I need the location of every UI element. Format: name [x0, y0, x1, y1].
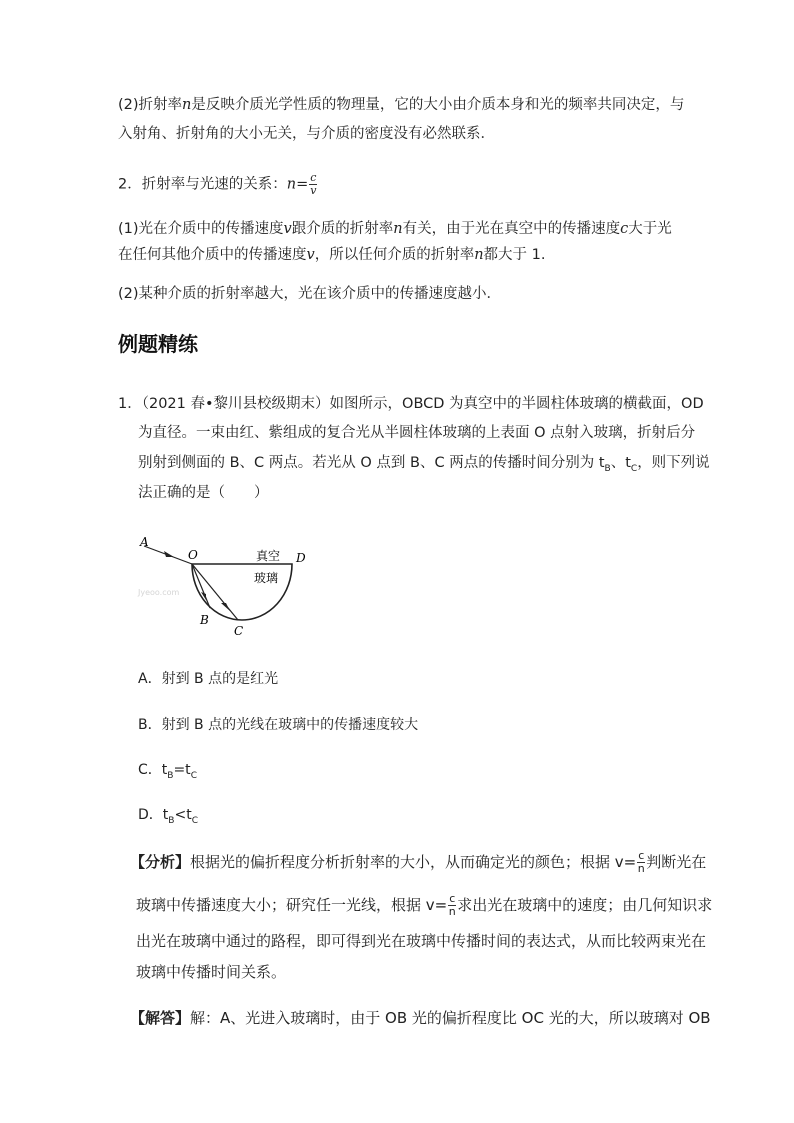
question-line3: [138, 453, 710, 479]
analysis-line4: 玻璃中传播时间关系。: [136, 963, 287, 981]
option-b[interactable]: B．射到 B 点的光线在玻璃中的传播速度较大: [138, 717, 419, 733]
var-v: v: [306, 247, 315, 263]
text: 都大于 1.: [483, 247, 546, 263]
text: 根据光的偏折程度分析折射率的大小，从而确定光的颜色；根据 v=: [190, 853, 637, 871]
option-a[interactable]: A．射到 B 点的是红光: [138, 671, 279, 687]
frac-den: n: [637, 862, 645, 875]
var-n: n: [393, 221, 403, 237]
var-v: v: [283, 221, 292, 237]
question-line2: 为直径。一束由红、紫组成的复合光从半圆柱体玻璃的上表面 O 点射入玻璃，折射后分: [138, 425, 696, 441]
analysis-tag: 【分析】: [130, 853, 191, 871]
para-speed-line2: [118, 245, 546, 265]
text: 是反映介质光学性质的物理量，它的大小由介质本身和光的频率共同决定，与: [191, 97, 685, 113]
text: ，所以任何介质的折射率: [314, 247, 475, 263]
text: (2)折射率: [118, 97, 183, 113]
watermark: Jyeoo.com: [138, 588, 180, 597]
text: 跟介质的折射率: [291, 221, 394, 237]
para-refractive-index-line2: 入射角、折射角的大小无关，与介质的密度没有必然联系．: [118, 126, 495, 142]
label-a: A: [140, 535, 149, 549]
fraction-c-over-n: [448, 893, 456, 918]
answer-tag: 【解答】: [130, 1009, 191, 1027]
text: =t: [173, 762, 191, 778]
text: <t: [174, 807, 192, 823]
text: 2．折射率与光速的关系：: [118, 176, 287, 193]
text: 求出光在玻璃中的速度；由几何知识求: [457, 896, 713, 914]
text: 玻璃中传播速度大小；研究任一光线，根据 v=: [136, 896, 448, 914]
question-line1: 1．（2021 春•黎川县校级期末）如图所示，OBCD 为真空中的半圆柱体玻璃的横截面，OD: [118, 396, 704, 412]
subscript: C: [190, 770, 197, 781]
analysis-line1: [130, 850, 706, 875]
analysis-line3: 出光在玻璃中通过的路程，即可得到光在玻璃中传播时间的表达式，从而比较两束光在: [136, 932, 707, 950]
frac-den: n: [448, 905, 456, 918]
text: 判断光在: [646, 853, 707, 871]
option-d[interactable]: [138, 805, 198, 831]
formula-lhs: n=: [286, 176, 309, 193]
semicircle-glass-figure: [130, 530, 320, 645]
subscript: B: [604, 463, 611, 474]
text: 别射到侧面的 B、C 两点。若光从 O 点到 B、C 两点的传播时间分别为 t: [138, 455, 605, 471]
var-c: c: [620, 221, 629, 237]
fraction-c-over-v: [309, 172, 317, 197]
subscript: B: [167, 770, 174, 781]
text: 大于光: [628, 221, 672, 237]
text: (1)光在介质中的传播速度: [118, 221, 284, 237]
analysis-line2: [136, 893, 712, 918]
para-speed-line1: [118, 219, 672, 239]
text: C．t: [138, 762, 168, 778]
fraction-c-over-n: [637, 850, 645, 875]
var-n: n: [474, 247, 484, 263]
frac-num: c: [449, 892, 456, 905]
var-n: n: [182, 97, 192, 113]
subscript: C: [191, 815, 198, 826]
label-glass: 玻璃: [254, 571, 279, 585]
arrow-oc: [221, 603, 230, 611]
text: D．t: [138, 807, 169, 823]
frac-num: c: [310, 171, 317, 184]
label-c: C: [234, 624, 244, 638]
text: 解：A、光进入玻璃时，由于 OB 光的偏折程度比 OC 光的大，所以玻璃对 OB: [190, 1009, 711, 1027]
text: 、t: [610, 455, 631, 471]
para-speed-conclusion: (2)某种介质的折射率越大，光在该介质中的传播速度越小．: [118, 286, 502, 302]
frac-den: v: [310, 184, 317, 197]
section-title: 例题精练: [118, 332, 198, 356]
frac-num: c: [638, 849, 645, 862]
label-b: B: [200, 613, 209, 627]
subscript: C: [630, 463, 638, 474]
answer-line1: [130, 1008, 711, 1028]
text: ，则下列说: [637, 455, 710, 471]
label-d: D: [296, 551, 306, 565]
label-o: O: [188, 548, 198, 562]
option-c[interactable]: [138, 760, 197, 786]
text: 有关，由于光在真空中的传播速度: [402, 221, 621, 237]
question-line4: 法正确的是（ ）: [138, 485, 269, 501]
label-vacuum: 真空: [256, 549, 281, 563]
refraction-speed-relation: [118, 172, 318, 197]
ray-ob: [192, 564, 210, 608]
subscript: B: [168, 815, 175, 826]
para-refractive-index-line1: [118, 95, 684, 115]
text: 在任何其他介质中的传播速度: [118, 247, 307, 263]
